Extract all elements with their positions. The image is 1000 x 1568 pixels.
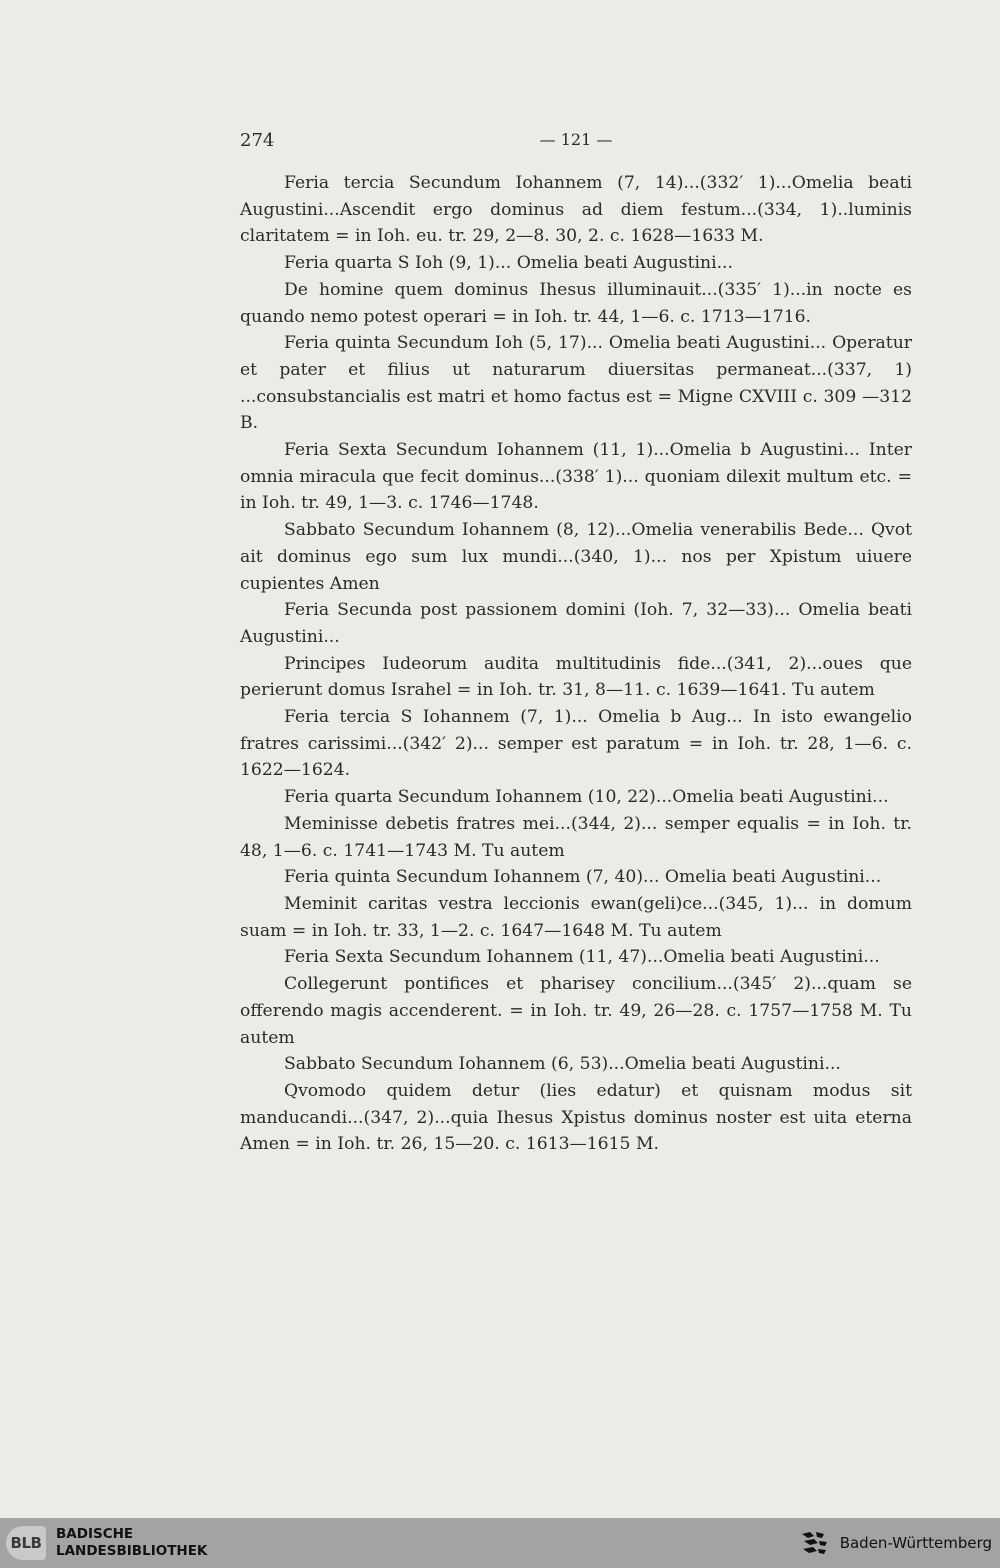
page-number: 274 [240, 130, 275, 151]
paragraph: Feria Sexta Secundum Iohannem (11, 1)...Omelia b Augustini... Inter omnia miracula que fecit dominus...(338′ 1)... quoniam dilexit multum etc. = in Ioh. tr. 49, 1—3. c. 1746—1748. [240, 440, 912, 514]
blb-name-line1: BADISCHE [56, 1526, 134, 1542]
paragraph: Sabbato Secundum Iohannem (6, 53)...Omelia beati Augustini... [284, 1054, 841, 1075]
paragraph: Meminisse debetis fratres mei...(344, 2)... semper equalis = in Ioh. tr. 48, 1—6. c. 1741—1743 M. Tu autem [240, 813, 912, 861]
paragraph: Feria quarta Secundum Iohannem (10, 22)...Omelia beati Augustini... [284, 787, 889, 808]
text-body [240, 170, 912, 1158]
paragraph: Feria tercia S Iohannem (7, 1)... Omelia b Aug... In isto ewangelio fratres carissimi...(342′ 2)... semper est paratum = in Ioh. tr. 28, 1—6. c. 1622—1624. [240, 707, 912, 781]
paragraph: Feria quinta Secundum Iohannem (7, 40)... Omelia beati Augustini... [284, 867, 882, 888]
bw-logo[interactable] [800, 1530, 992, 1556]
paragraph: Feria quinta Secundum Ioh (5, 17)... Omelia beati Augustini... Operatur et pater et filius ut naturarum diuersitas permaneat...(337, 1) ...consubstancialis est matri et homo factus est = Migne CXVIII c. 309 —312 B. [240, 333, 912, 434]
paragraph: Feria quarta S Ioh (9, 1)... Omelia beati Augustini... [284, 253, 733, 274]
paragraph: Feria Secunda post passionem domini (Ioh. 7, 32—33)... Omelia beati Augustini... [240, 600, 912, 647]
lions-crest-icon [800, 1530, 832, 1556]
paragraph: Principes Iudeorum audita multitudinis fide...(341, 2)...oues que perierunt domus Israhel = in Ioh. tr. 31, 8—11. c. 1639—1641. Tu autem [240, 653, 912, 701]
viewer-footer-bar [0, 1518, 1000, 1568]
paragraph: Collegerunt pontifices et pharisey concilium...(345′ 2)...quam se offerendo magis accenderent. = in Ioh. tr. 49, 26—28. c. 1757—1758 M. Tu autem [240, 974, 912, 1048]
paragraph: Meminit caritas vestra leccionis ewan(geli)ce...(345, 1)... in domum suam = in Ioh. tr. 33, 1—2. c. 1647—1648 M. Tu autem [240, 893, 912, 941]
blb-name[interactable] [56, 1526, 207, 1560]
paragraph: Feria Sexta Secundum Iohannem (11, 47)...Omelia beati Augustini... [284, 947, 880, 968]
paragraph: Sabbato Secundum Iohannem (8, 12)...Omelia venerabilis Bede... Qvot ait dominus ego sum lux mundi...(340, 1)... nos per Xpistum uiuere cupientes Amen [240, 520, 912, 594]
paragraph: Qvomodo quidem detur (lies edatur) et quisnam modus sit manducandi...(347, 2)...quia Ihesus Xpistus dominus noster est uita eterna Amen = in Ioh. tr. 26, 15—20. c. 1613—1615 M. [240, 1080, 912, 1155]
page-header [240, 130, 912, 158]
bw-name: Baden-Württemberg [839, 1534, 992, 1552]
center-page-number: — 121 — [539, 130, 613, 149]
blb-name-line2: LANDESBIBLIOTHEK [56, 1543, 208, 1559]
paragraph: Feria tercia Secundum Iohannem (7, 14)...(332′ 1)...Omelia beati Augustini...Ascendit ergo dominus ad diem festum...(334, 1)..luminis claritatem = in Ioh. eu. tr. 29, 2—8. 30, 2. c. 1628—1633 M. [240, 173, 912, 247]
paragraph: De homine quem dominus Ihesus illuminauit...(335′ 1)...in nocte es quando nemo potest operari = in Ioh. tr. 44, 1—6. c. 1713—1716. [240, 279, 912, 327]
blb-logo[interactable]: BLB [6, 1526, 46, 1560]
